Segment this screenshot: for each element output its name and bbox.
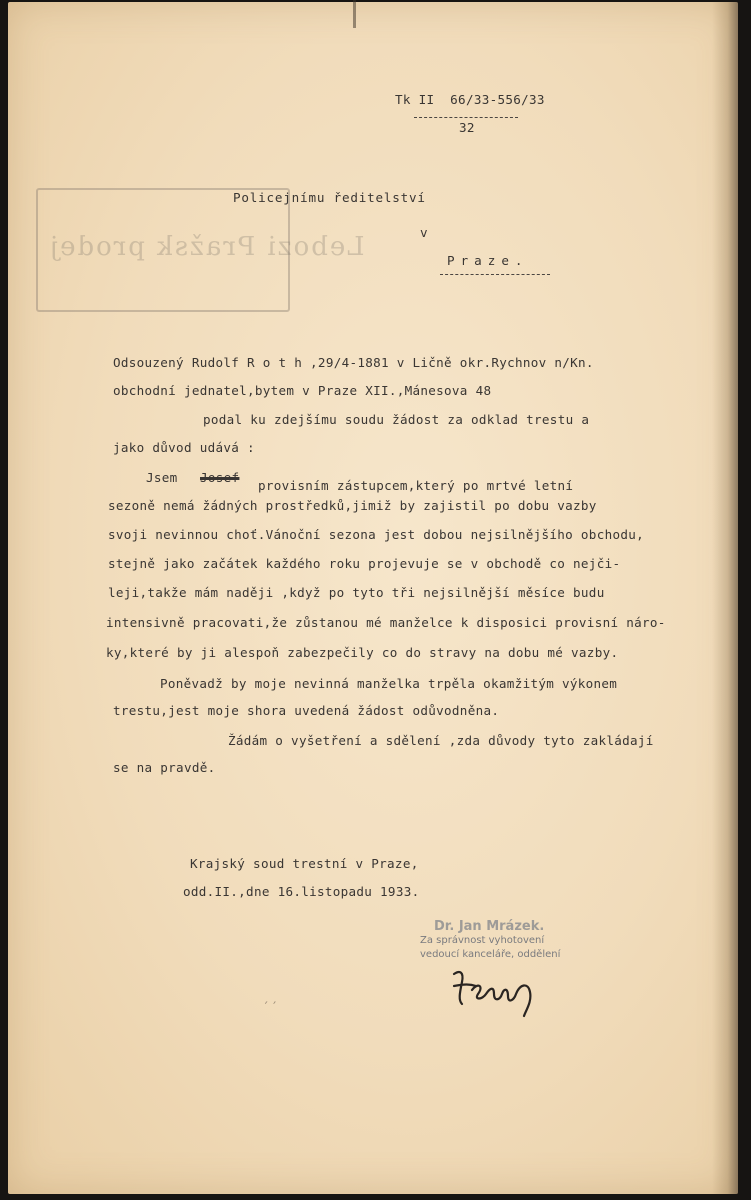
paper-edge-shadow	[712, 2, 738, 1194]
addressee-line1: Policejnímu ředitelství	[233, 190, 426, 205]
reference-sub: 32	[459, 120, 475, 135]
reference-number: Tk II 66/33-556/33	[395, 92, 545, 107]
addressee-underline	[440, 274, 550, 275]
addressee-line2: v	[420, 225, 428, 240]
request-line: Žádám o vyšetření a sdělení ,zda důvody tyto zakládají	[228, 733, 654, 748]
quote-line: leji,takže mám naději ,když po tyto tři nejsilnější měsíce budu	[108, 585, 605, 600]
conclusion-line: trestu,jest moje shora uvedená žádost odůvodněna.	[113, 703, 500, 718]
body-line: obchodní jednatel,bytem v Praze XII.,Mánesova 48	[113, 383, 492, 398]
struck-word: Josef	[200, 470, 240, 485]
stamp-line3: vedoucí kanceláře, oddělení	[420, 949, 561, 960]
body-line: Odsouzený Rudolf R o t h ,29/4-1881 v Ličně okr.Rychnov n/Kn.	[113, 355, 594, 370]
quote-start: Jsem	[146, 470, 178, 485]
reference-underline	[414, 117, 518, 118]
request-line: se na pravdě.	[113, 760, 216, 775]
issue-date: odd.II.,dne 16.listopadu 1933.	[183, 884, 420, 899]
quote-line: intensivně pracovati,že zůstanou mé manželce k disposici provisní náro-	[106, 615, 666, 630]
faded-stamp-text: Lebozi Pražsk prodej	[48, 232, 365, 262]
quote-line: svoji nevinnou choť.Vánoční sezona jest dobou nejsilnějšího obchodu,	[108, 527, 644, 542]
conclusion-line: Poněvadž by moje nevinná manželka trpěla okamžitým výkonem	[160, 676, 618, 691]
handwritten-signature	[448, 960, 558, 1020]
body-line: podal ku zdejšímu soudu žádost za odklad trestu a	[203, 412, 590, 427]
body-line: jako důvod udává :	[113, 440, 255, 455]
pencil-mark: ′′	[262, 1000, 279, 1016]
addressee-line3: Praze.	[447, 253, 529, 268]
quote-line: stejně jako začátek každého roku projevuje se v obchodě co nejči-	[108, 556, 621, 571]
court-name: Krajský soud trestní v Praze,	[190, 856, 419, 871]
stamp-line2: Za správnost vyhotovení	[420, 935, 545, 946]
quote-line: sezoně nemá žádných prostředků,jimiž by zajistil po dobu vazby	[108, 498, 597, 513]
quote-line: provisním zástupcem,který po mrtvé letní	[258, 478, 574, 493]
quote-line: ky,které by ji alespoň zabezpečily co do stravy na dobu mé vazby.	[106, 645, 619, 660]
page-fold	[353, 0, 356, 28]
stamp-name: Dr. Jan Mrázek.	[434, 919, 545, 934]
